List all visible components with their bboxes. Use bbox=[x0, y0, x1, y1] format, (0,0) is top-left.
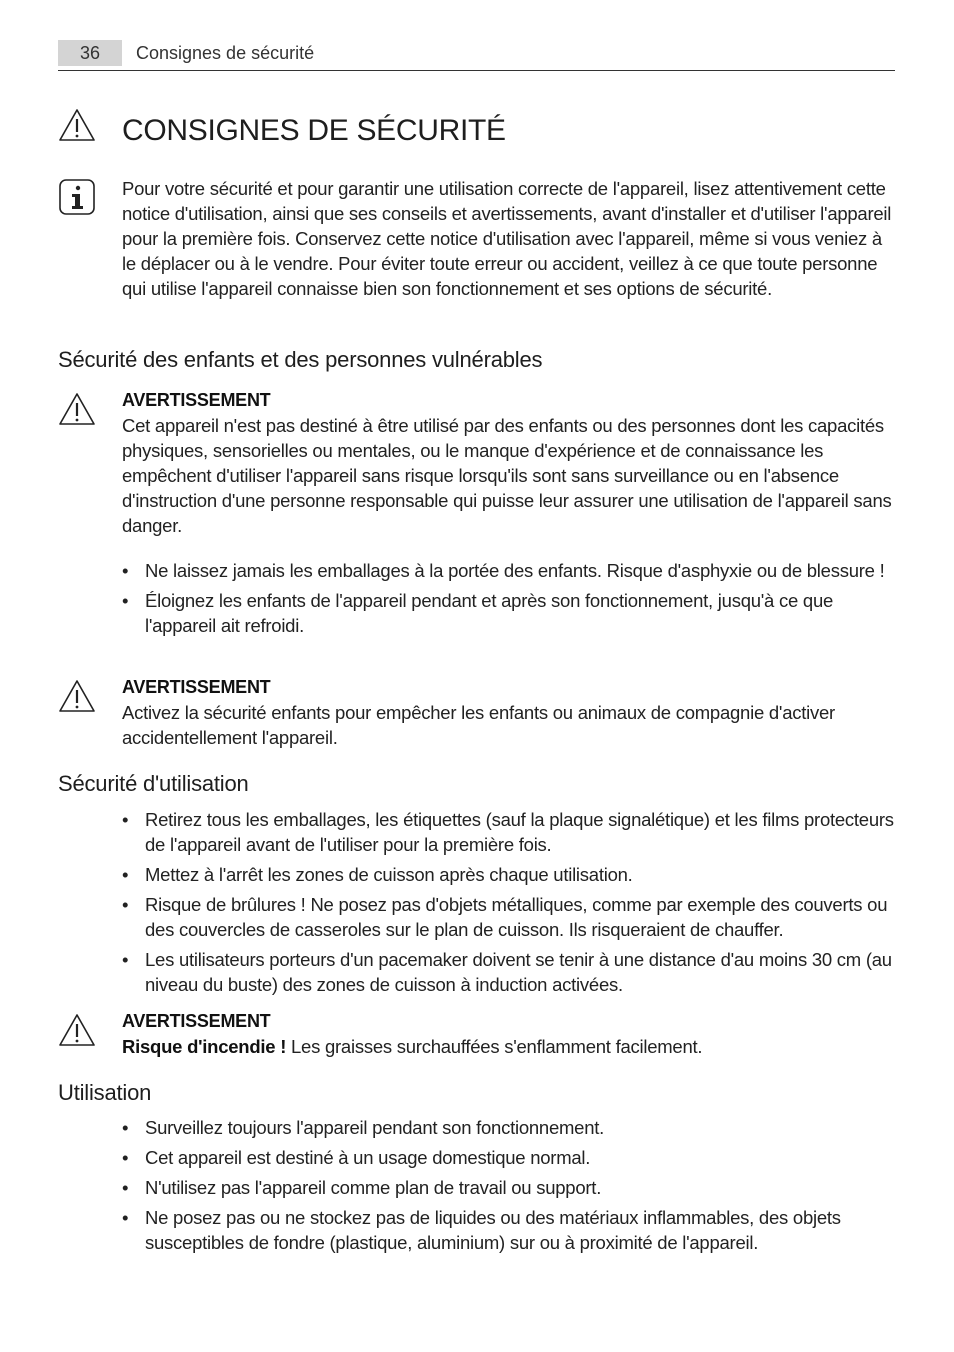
list-item: • Mettez à l'arrêt les zones de cuisson après chaque utilisation. bbox=[122, 864, 633, 885]
page-number: 36 bbox=[58, 40, 122, 66]
list-item: • Cet appareil est destiné à un usage domestique normal. bbox=[122, 1147, 591, 1168]
page-title: CONSIGNES DE SÉCURITÉ bbox=[122, 114, 506, 147]
list-item: • Surveillez toujours l'appareil pendant son fonctionnement. bbox=[122, 1117, 605, 1138]
bullet-icon: • bbox=[122, 1207, 129, 1228]
list-item: • Les utilisateurs porteurs d'un pacemaker doivent se tenir à une distance d'au moins 30 cm (au niveau du buste) des zones de cuisson à induction activées. bbox=[122, 949, 892, 995]
warning-text: Les graisses surchauffées s'enflamment facilement. bbox=[286, 1036, 703, 1057]
warning-triangle-icon bbox=[58, 108, 96, 144]
header-divider bbox=[58, 70, 895, 71]
bullet-icon: • bbox=[122, 864, 129, 885]
warning-title: AVERTISSEMENT bbox=[122, 677, 271, 697]
warning-triangle-icon bbox=[58, 392, 96, 428]
section-heading-usage-safety: Sécurité d'utilisation bbox=[58, 771, 249, 796]
bullet-icon: • bbox=[122, 590, 129, 611]
section-heading-use: Utilisation bbox=[58, 1080, 152, 1105]
header-section-title: Consignes de sécurité bbox=[136, 43, 315, 63]
list-item: • Ne laissez jamais les emballages à la portée des enfants. Risque d'asphyxie ou de blessure ! bbox=[122, 560, 885, 581]
list-item: • Risque de brûlures ! Ne posez pas d'objets métalliques, comme par exemple des couverts ou des couvercles de casseroles sur le plan de cuisson. Ils risqueraient de chauffer. bbox=[122, 894, 888, 940]
list-item: • Ne posez pas ou ne stockez pas de liquides ou des matériaux inflammables, des objets susceptibles de fondre (plastique, aluminium) sur ou à proximité de l'appareil. bbox=[122, 1207, 841, 1253]
warning-block-children bbox=[122, 388, 894, 538]
page-header bbox=[58, 40, 895, 71]
bullet-icon: • bbox=[122, 1147, 129, 1168]
bullet-list-use bbox=[122, 1115, 894, 1260]
bullet-list-children bbox=[122, 558, 894, 643]
warning-strong-text: Risque d'incendie ! bbox=[122, 1036, 287, 1057]
bullet-icon: • bbox=[122, 1117, 129, 1138]
bullet-icon: • bbox=[122, 809, 129, 830]
bullet-icon: • bbox=[122, 949, 129, 970]
bullet-list-usage-safety bbox=[122, 807, 894, 1002]
warning-text: Cet appareil n'est pas destiné à être utilisé par des enfants ou des personnes dont les capacités physiques, sensorielles ou mentales, ou le manque d'expérience et de connaissance les empêchent d'utiliser l'appareil sans risque lorsqu'ils sont sans surveillance ou en l'absence d'instruction d'une personne responsable qui puisse leur assurer une utilisation de l'appareil sans danger. bbox=[122, 415, 892, 536]
list-item: • N'utilisez pas l'appareil comme plan de travail ou support. bbox=[122, 1177, 602, 1198]
info-icon bbox=[58, 178, 96, 214]
warning-block-child-lock bbox=[122, 675, 894, 750]
bullet-icon: • bbox=[122, 560, 129, 581]
warning-text: Activez la sécurité enfants pour empêcher les enfants ou animaux de compagnie d'activer accidentellement l'appareil. bbox=[122, 702, 835, 748]
warning-title: AVERTISSEMENT bbox=[122, 390, 271, 410]
warning-title: AVERTISSEMENT bbox=[122, 1011, 271, 1031]
bullet-icon: • bbox=[122, 1177, 129, 1198]
section-heading-children: Sécurité des enfants et des personnes vulnérables bbox=[58, 347, 543, 372]
bullet-icon: • bbox=[122, 894, 129, 915]
warning-triangle-icon bbox=[58, 679, 96, 715]
list-item: • Éloignez les enfants de l'appareil pendant et après son fonctionnement, jusqu'à ce que l'appareil ait refroidi. bbox=[122, 590, 834, 636]
list-item: • Retirez tous les emballages, les étiquettes (sauf la plaque signalétique) et les films protecteurs de l'appareil avant de l'utiliser pour la première fois. bbox=[122, 809, 894, 855]
warning-triangle-icon bbox=[58, 1013, 96, 1049]
intro-paragraph: Pour votre sécurité et pour garantir une utilisation correcte de l'appareil, lisez attentivement cette notice d'utilisation, ainsi que ses conseils et avertissements, avant d'installer et d'utiliser l'appareil pour la première fois. Conservez cette notice d'utilisation avec l'appareil, même si vous veniez à le déplacer ou à le vendre. Pour éviter toute erreur ou accident, veillez à ce que toute personne qui utilise l'appareil connaisse bien son fonctionnement et ses options de sécurité. bbox=[122, 178, 892, 299]
warning-block-fire bbox=[122, 1009, 894, 1059]
